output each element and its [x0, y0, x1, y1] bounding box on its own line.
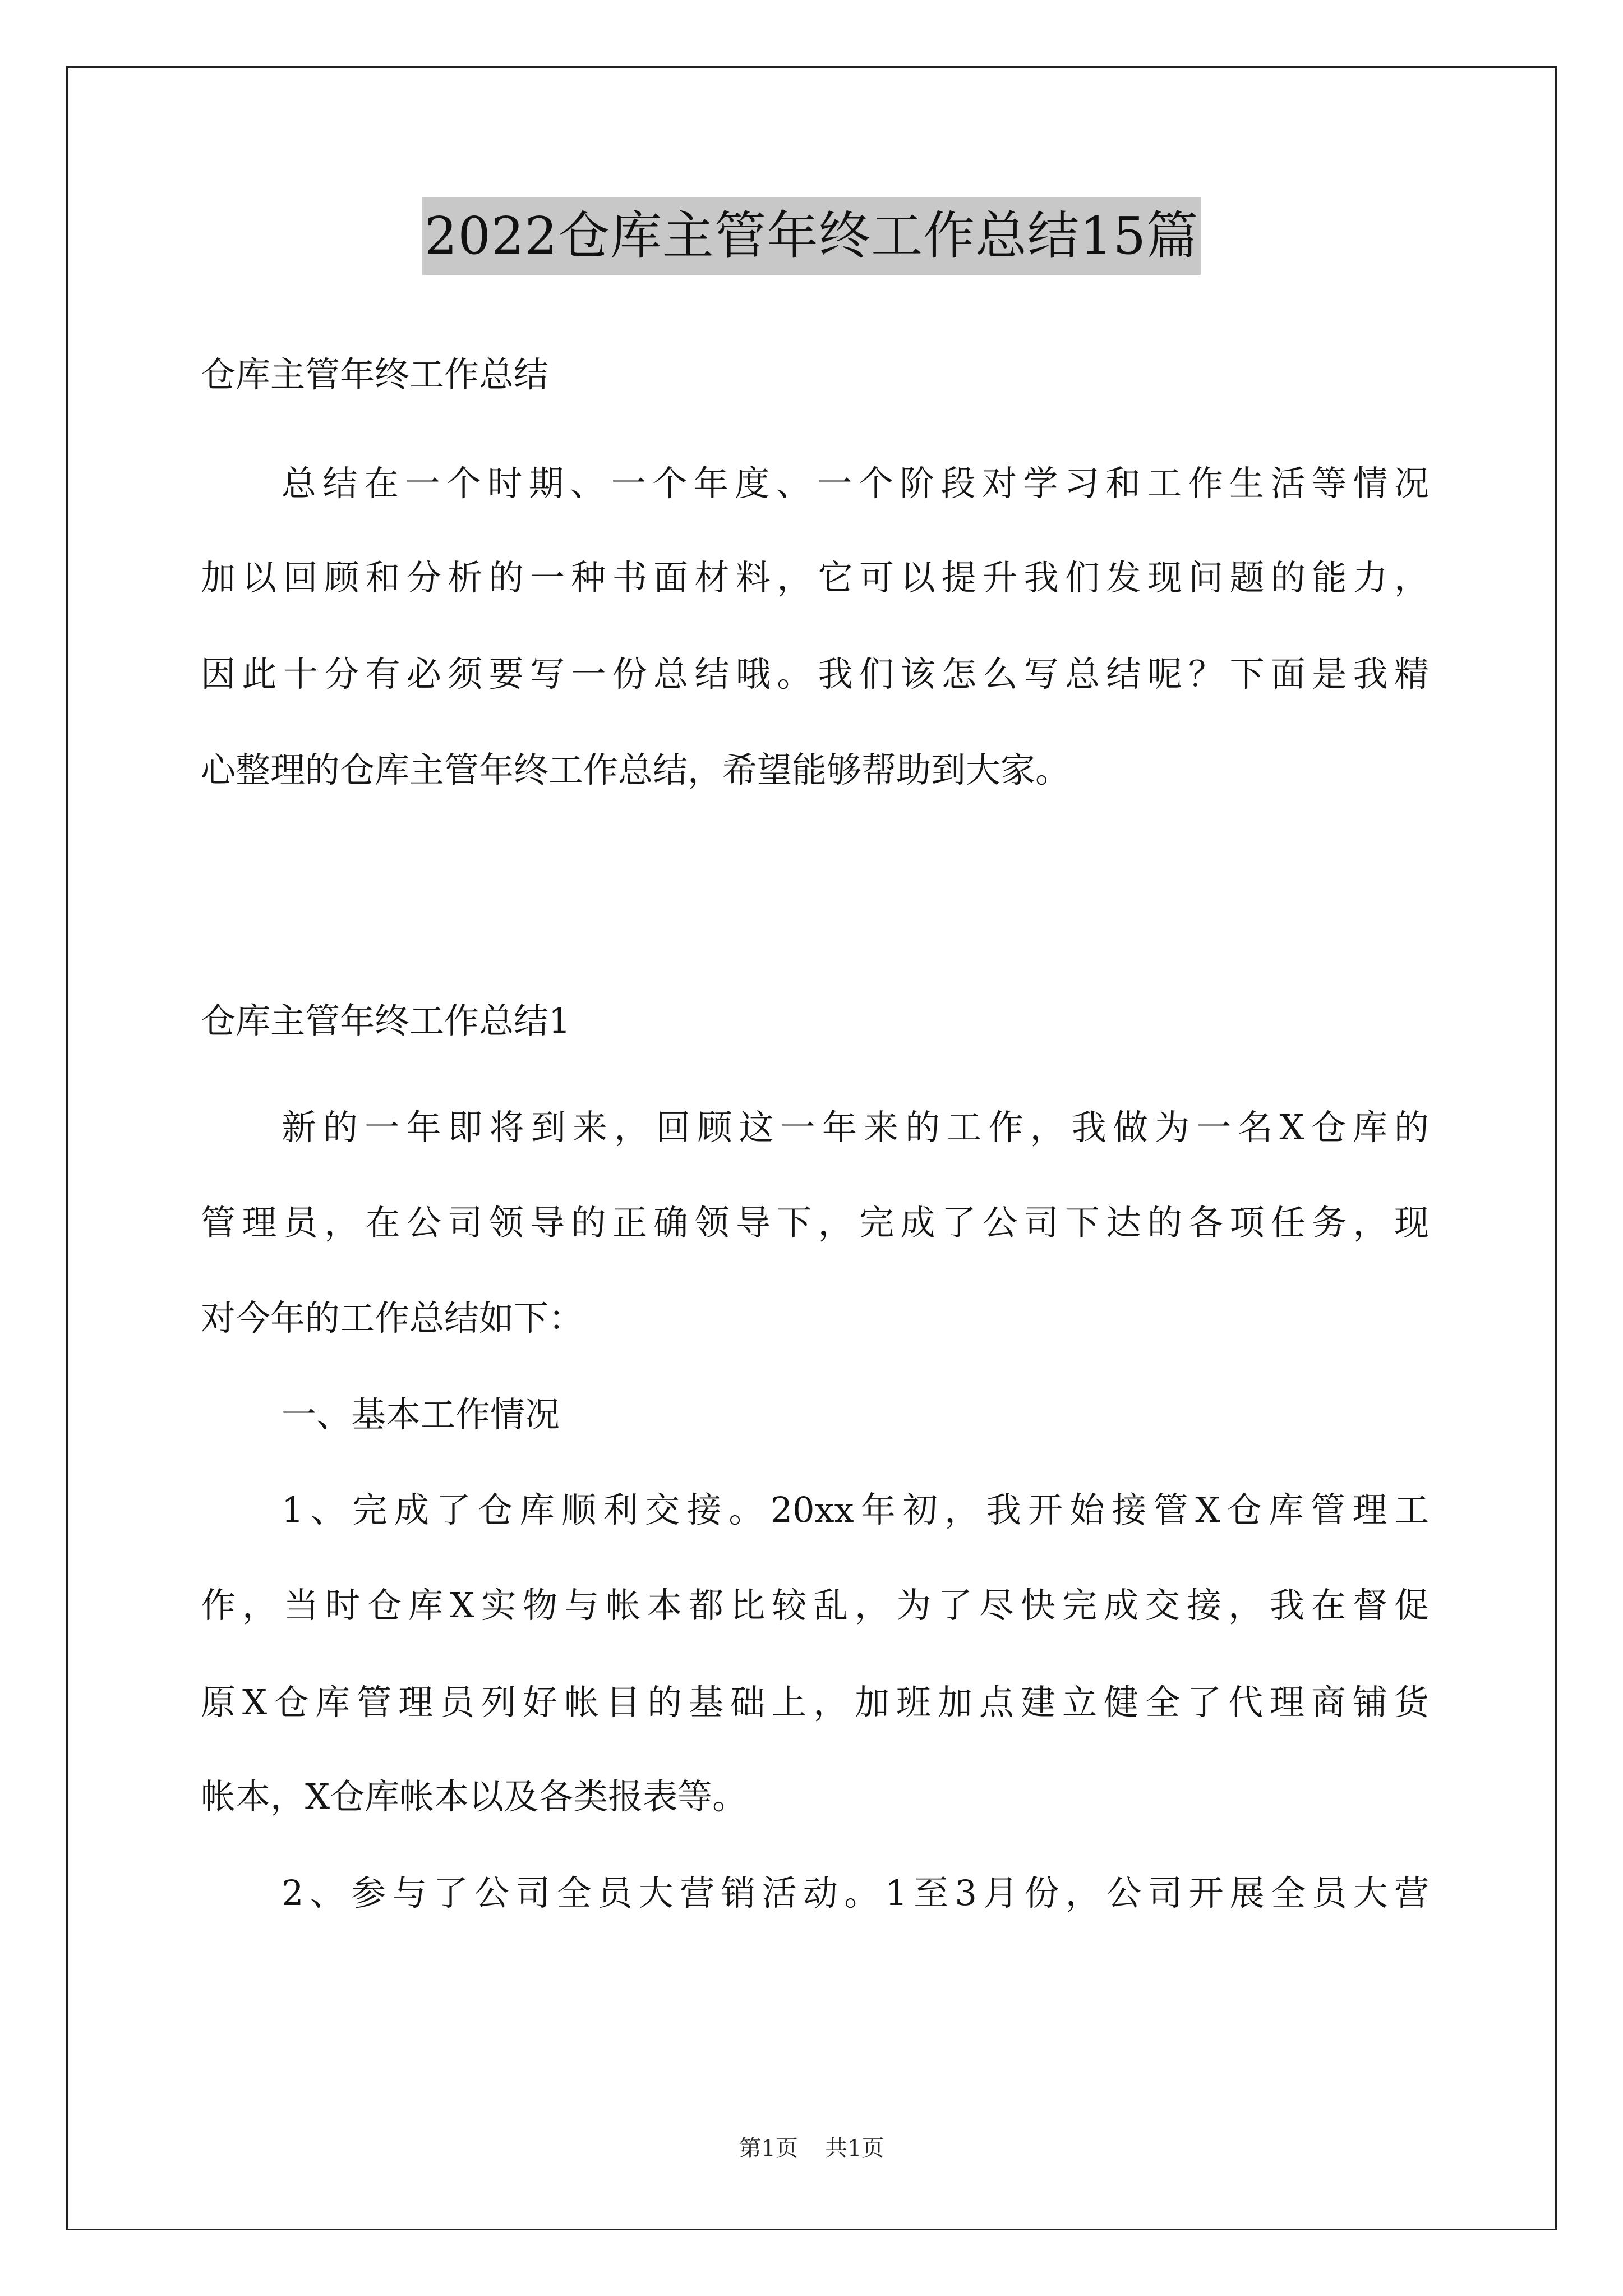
paragraph-line: 新的一年即将到来，回顾这一年来的工作，我做为一名X仓库的 — [282, 1107, 1429, 1148]
paragraph-line: 2、参与了公司全员大营销活动。1至3月份，公司开展全员大营 — [282, 1872, 1429, 1913]
subheading: 一、基本工作情况 — [282, 1394, 560, 1435]
paragraph-line: 帐本，X仓库帐本以及各类报表等。 — [201, 1776, 748, 1817]
page-total: 共1页 — [825, 2136, 884, 2161]
paragraph-line: 因此十分有必须要写一份总结哦。我们该怎么写总结呢？下面是我精 — [201, 654, 1429, 694]
page-number: 第1页 — [739, 2136, 798, 2161]
paragraph-line: 作，当时仓库X实物与帐本都比较乱，为了尽快完成交接，我在督促 — [201, 1585, 1429, 1626]
paragraph-line: 总结在一个时期、一个年度、一个阶段对学习和工作生活等情况 — [282, 463, 1429, 504]
title-wrapper — [0, 197, 1623, 275]
paragraph-line: 对今年的工作总结如下： — [201, 1297, 584, 1338]
document-title: 2022仓库主管年终工作总结15篇 — [422, 197, 1201, 275]
paragraph-line: 加以回顾和分析的一种书面材料，它可以提升我们发现问题的能力， — [201, 557, 1429, 598]
paragraph-line: 原X仓库管理员列好帐目的基础上，加班加点建立健全了代理商铺货 — [201, 1682, 1429, 1723]
section-heading: 仓库主管年终工作总结 — [201, 354, 549, 395]
paragraph-line: 管理员，在公司领导的正确领导下，完成了公司下达的各项任务，现 — [201, 1202, 1429, 1243]
paragraph-line: 心整理的仓库主管年终工作总结，希望能够帮助到大家。 — [201, 749, 1071, 790]
paragraph-line: 1、完成了仓库顺利交接。20xx年初，我开始接管X仓库管理工 — [282, 1489, 1429, 1530]
section-heading: 仓库主管年终工作总结1 — [201, 1000, 571, 1041]
page-footer — [0, 2133, 1623, 2164]
